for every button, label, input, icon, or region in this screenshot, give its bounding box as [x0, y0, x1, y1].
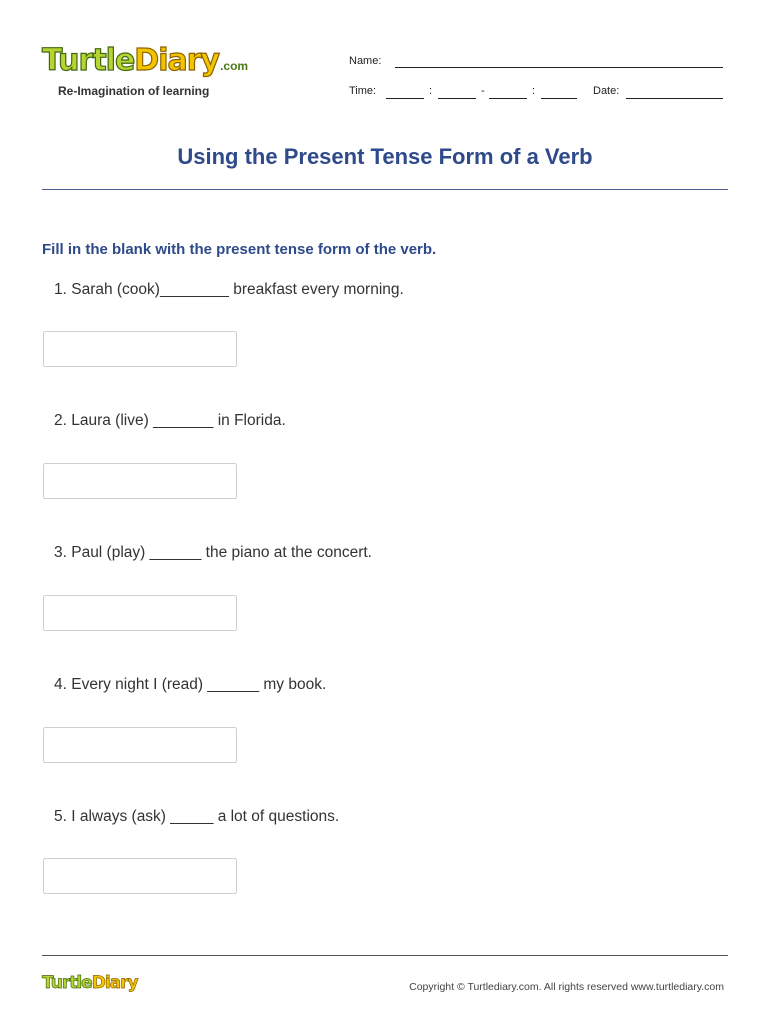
time-dash: -	[481, 85, 485, 97]
turtle-diary-logo	[42, 43, 249, 82]
logo-text-diary: Diary	[134, 43, 220, 78]
time-end-minutes-line[interactable]	[541, 98, 577, 99]
date-field-line[interactable]	[626, 98, 723, 99]
time-label: Time:	[349, 85, 377, 97]
time-minutes-line[interactable]	[438, 98, 476, 99]
date-label: Date:	[593, 85, 620, 97]
tagline: Re-Imagination of learning	[58, 84, 210, 98]
question-4: 4. Every night I (read) ______ my book.	[54, 676, 327, 693]
logo-suffix: .com	[220, 59, 249, 73]
footer-divider	[42, 955, 728, 956]
time-separator-2: :	[532, 85, 536, 97]
time-hours-line[interactable]	[386, 98, 424, 99]
title-divider	[42, 189, 728, 190]
answer-box-2[interactable]	[43, 463, 237, 499]
question-2: 2. Laura (live) _______ in Florida.	[54, 412, 286, 429]
time-end-hours-line[interactable]	[489, 98, 527, 99]
copyright-text: Copyright © Turtlediary.com. All rights reserved www.turtlediary.com	[409, 981, 724, 993]
answer-box-5[interactable]	[43, 858, 237, 894]
answer-box-4[interactable]	[43, 727, 237, 763]
instruction-text: Fill in the blank with the present tense form of the verb.	[42, 241, 437, 258]
footer-logo-text-diary: Diary	[91, 973, 138, 993]
question-1: 1. Sarah (cook)________ breakfast every morning.	[54, 281, 404, 298]
name-label: Name:	[349, 55, 382, 67]
logo-text-turtle: Turtle	[42, 43, 135, 78]
question-5: 5. I always (ask) _____ a lot of questions.	[54, 808, 340, 825]
worksheet-title: Using the Present Tense Form of a Verb	[177, 144, 593, 169]
answer-box-1[interactable]	[43, 331, 237, 367]
footer-logo	[42, 974, 138, 993]
time-separator: :	[429, 85, 433, 97]
name-field-line[interactable]	[395, 67, 723, 68]
question-3: 3. Paul (play) ______ the piano at the concert.	[54, 544, 372, 561]
footer-logo-text-turtle: Turtle	[42, 973, 92, 993]
answer-box-3[interactable]	[43, 595, 237, 631]
